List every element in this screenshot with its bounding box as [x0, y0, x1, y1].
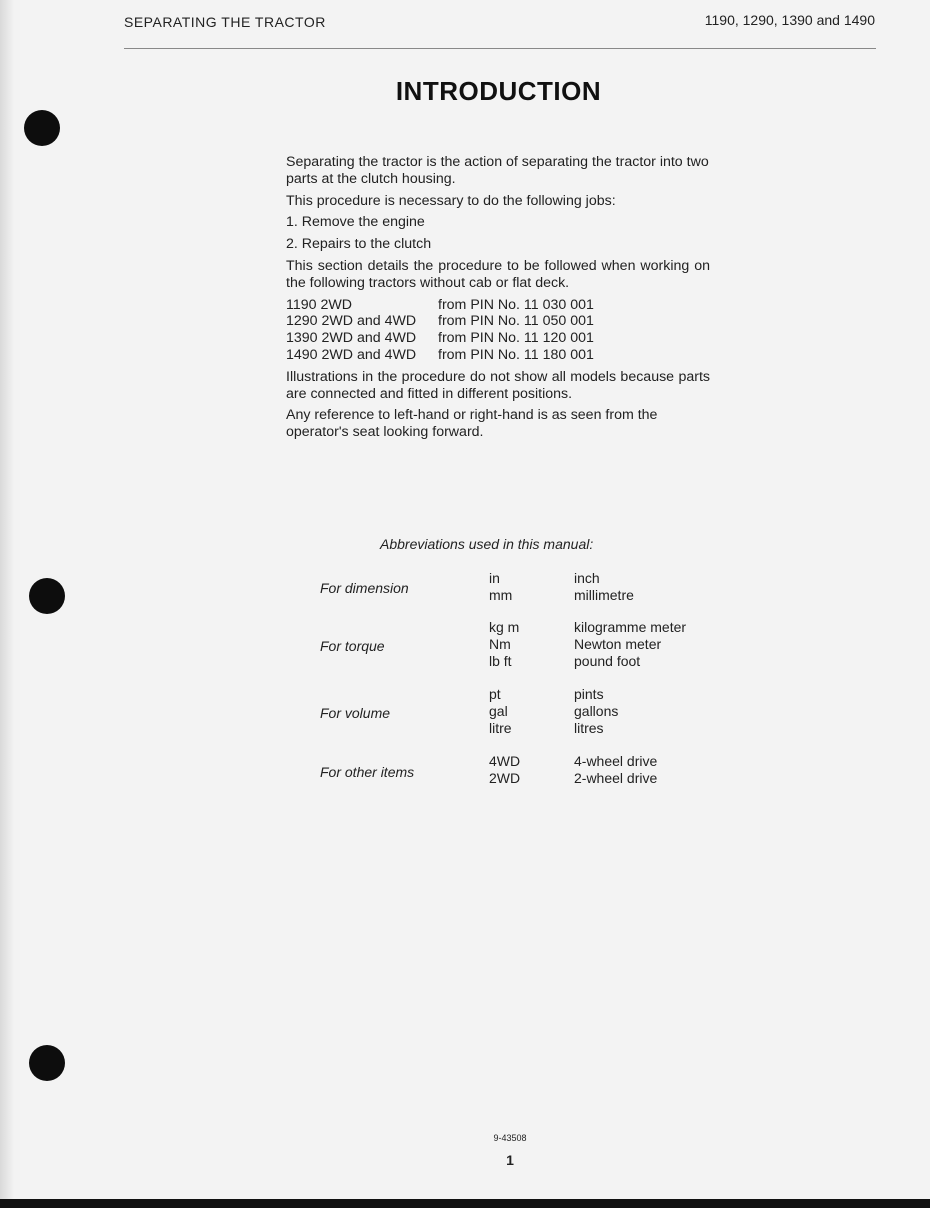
abbr-meaning: inch — [574, 570, 600, 586]
intro-para-2: This procedure is necessary to do the following jobs: — [286, 192, 616, 209]
pin-model: 1190 2WD — [286, 296, 352, 313]
page-edge-shadow — [0, 0, 14, 1208]
pin-row — [286, 347, 710, 364]
pin-model: 1290 2WD and 4WD — [286, 313, 417, 330]
abbr-meaning: Newton meter — [574, 636, 662, 652]
job-item: 2. Repairs to the clutch — [286, 236, 432, 253]
abbr-meaning: 4-wheel drive — [574, 753, 658, 769]
abbreviations-title: Abbreviations used in this manual: — [380, 536, 594, 552]
pin-number: from PIN No. 11 050 001 — [438, 313, 594, 330]
abbr-meaning: litres — [574, 720, 604, 736]
pin-row — [286, 330, 710, 347]
abbr-meaning: gallons — [574, 703, 619, 719]
header-section-title: SEPARATING THE TRACTOR — [124, 14, 326, 30]
binder-hole — [24, 110, 60, 146]
abbr-meaning: pound foot — [574, 653, 641, 669]
abbr-symbol: kg m — [489, 619, 520, 635]
pin-number: from PIN No. 11 180 001 — [438, 346, 594, 363]
intro-para-3: This section details the procedure to be followed when working on the following tractors without cab or flat deck. — [286, 257, 710, 291]
page-number: 1 — [506, 1152, 514, 1168]
abbr-meaning: millimetre — [574, 587, 634, 603]
abbr-meaning: 2-wheel drive — [574, 770, 658, 786]
abbr-symbol: pt — [489, 686, 501, 702]
abbr-symbol: mm — [489, 587, 513, 603]
abbr-symbol: 2WD — [489, 770, 521, 786]
pin-row — [286, 313, 710, 330]
intro-para-4: Illustrations in the procedure do not show all models because parts are connected and fitted in different positions. — [286, 368, 710, 402]
intro-para-1: Separating the tractor is the action of separating the tractor into two parts at the clutch housing. — [286, 154, 709, 187]
pin-number: from PIN No. 11 120 001 — [438, 330, 594, 347]
abbr-symbol: lb ft — [489, 653, 512, 669]
footer-reference: 9-43508 — [493, 1133, 527, 1143]
abbr-category: For torque — [320, 638, 385, 654]
binder-hole — [29, 578, 65, 614]
abbr-symbol: in — [489, 570, 500, 586]
pin-row — [286, 297, 710, 314]
intro-body — [286, 154, 710, 446]
scan-bottom-band — [0, 1199, 930, 1208]
pin-model: 1490 2WD and 4WD — [286, 346, 417, 363]
abbr-category: For other items — [320, 764, 415, 780]
job-item: 1. Remove the engine — [286, 214, 425, 231]
intro-para-5: Any reference to left-hand or right-hand is as seen from the operator's seat looking forward. — [286, 407, 658, 441]
abbr-category: For dimension — [320, 580, 409, 596]
abbr-meaning: pints — [574, 686, 604, 702]
abbr-symbol: 4WD — [489, 753, 521, 769]
header-models: 1190, 1290, 1390 and 1490 — [704, 12, 875, 28]
abbr-symbol: litre — [489, 720, 512, 736]
header-rule — [124, 48, 876, 49]
pin-model: 1390 2WD and 4WD — [286, 330, 417, 347]
pin-number: from PIN No. 11 030 001 — [438, 296, 594, 313]
binder-hole — [29, 1045, 65, 1081]
page-title: INTRODUCTION — [395, 76, 602, 106]
abbr-symbol: Nm — [489, 636, 511, 652]
abbr-category: For volume — [320, 705, 391, 721]
abbr-symbol: gal — [489, 703, 508, 719]
pin-list — [286, 297, 710, 364]
abbr-meaning: kilogramme meter — [574, 619, 687, 635]
